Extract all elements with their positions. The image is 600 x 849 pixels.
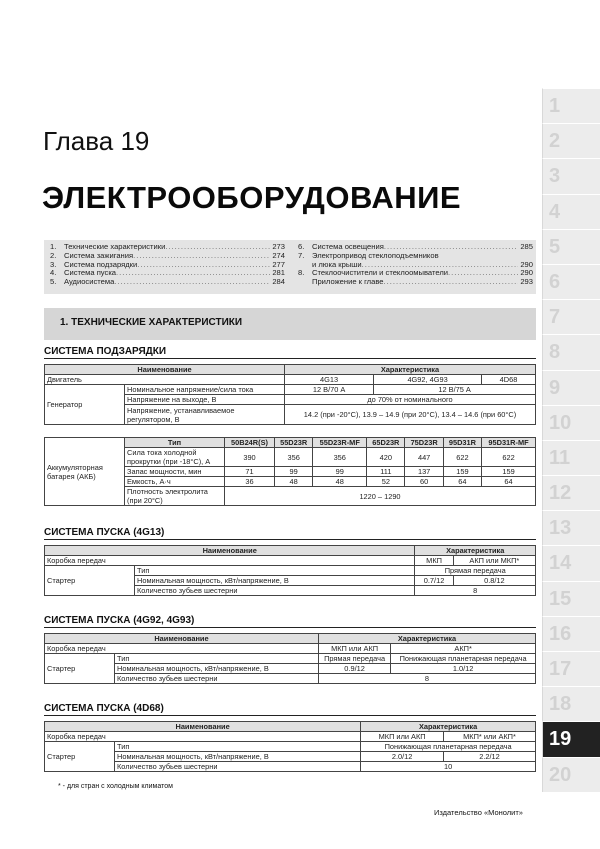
battery-value: 447 xyxy=(405,448,443,467)
table-header-cell: Наименование xyxy=(45,634,319,644)
chapter-tab-11[interactable]: 11 xyxy=(542,440,600,475)
battery-value: 159 xyxy=(443,467,481,477)
battery-value: 52 xyxy=(367,477,405,487)
toc-title: Система зажигания xyxy=(64,251,134,260)
footnote: * - для стран с холодным климатом xyxy=(58,783,173,790)
toc-number: 6. xyxy=(298,243,305,251)
battery-value: 64 xyxy=(482,477,536,487)
chapter-tab-8[interactable]: 8 xyxy=(542,334,600,369)
starter-table-4g92 xyxy=(44,633,536,684)
table-header-cell: Наименование xyxy=(45,546,415,556)
battery-value: 48 xyxy=(313,477,367,487)
chapter-tab-2[interactable]: 2 xyxy=(542,123,600,158)
toc-entry[interactable] xyxy=(298,243,533,252)
starter-table-4g13 xyxy=(44,545,536,596)
table-cell: Номинальное напряжение/сила тока xyxy=(125,385,285,395)
battery-value: 99 xyxy=(275,467,313,477)
toc-title: Приложение к главе xyxy=(312,278,384,287)
battery-value: 420 xyxy=(367,448,405,467)
battery-value: 390 xyxy=(225,448,275,467)
table-cell: Стартер xyxy=(45,742,115,772)
table-cell: АКП или МКП* xyxy=(453,556,535,566)
table-of-contents xyxy=(44,240,536,294)
table-cell: Тип xyxy=(115,742,361,752)
toc-number: 7. xyxy=(298,251,305,260)
table-cell: Понижающая планетарная передача xyxy=(361,742,536,752)
table-header-cell: Характеристика xyxy=(415,546,536,556)
table-cell: Номинальная мощность, кВт/напряжение, В xyxy=(115,664,319,674)
table-cell: 4G92, 4G93 xyxy=(374,375,482,385)
table-cell: Номинальная мощность, кВт/напряжение, В xyxy=(135,576,415,586)
battery-type: 75D23R xyxy=(405,438,443,448)
battery-value: 64 xyxy=(443,477,481,487)
toc-title: Технические характеристики xyxy=(64,243,166,251)
table-cell: 8 xyxy=(318,674,535,684)
toc-page: 285 xyxy=(520,243,533,251)
battery-value: 111 xyxy=(367,467,405,477)
toc-entry[interactable] xyxy=(298,278,533,287)
battery-value: 1220 – 1290 xyxy=(225,487,536,506)
starter-table-4d68 xyxy=(44,721,536,772)
chapter-tab-16[interactable]: 16 xyxy=(542,616,600,651)
table-cell: 10 xyxy=(361,762,536,772)
toc-entry[interactable] xyxy=(298,252,533,261)
battery-param: Сила тока холодной прокрутки (при -18°С), А xyxy=(125,448,225,467)
chapter-tab-10[interactable]: 10 xyxy=(542,405,600,440)
toc-title: Электропривод стеклоподъемников xyxy=(312,251,439,260)
chapter-tab-20[interactable]: 20 xyxy=(542,757,600,792)
chapter-tab-9[interactable]: 9 xyxy=(542,370,600,405)
header-char: Характеристика xyxy=(285,365,536,375)
toc-title: Система пуска xyxy=(64,269,117,278)
battery-value: 60 xyxy=(405,477,443,487)
table-cell: 4D68 xyxy=(481,375,535,385)
toc-entry[interactable] xyxy=(298,261,533,270)
table-cell: 0.9/12 xyxy=(318,664,390,674)
chapter-tab-6[interactable]: 6 xyxy=(542,264,600,299)
battery-value: 137 xyxy=(405,467,443,477)
table-cell: 12 В/75 А xyxy=(374,385,536,395)
chapter-tab-1[interactable]: 1 xyxy=(542,88,600,123)
generator-label: Генератор xyxy=(45,385,125,425)
table-cell: 1.0/12 xyxy=(391,664,536,674)
table-cell: Стартер xyxy=(45,654,115,684)
battery-value: 356 xyxy=(275,448,313,467)
table-cell: МКП или АКП xyxy=(361,732,444,742)
battery-value: 71 xyxy=(225,467,275,477)
toc-title: Система подзарядки xyxy=(64,260,138,269)
table-cell: Коробка передач xyxy=(45,732,361,742)
subsection-title: СИСТЕМА ПУСКА (4D68) xyxy=(44,703,536,716)
toc-page: 281 xyxy=(272,269,285,278)
toc-leader xyxy=(384,278,519,287)
chapter-tab-7[interactable]: 7 xyxy=(542,299,600,334)
toc-page: 293 xyxy=(520,278,533,287)
engine-label: Двигатель xyxy=(45,375,285,385)
table-header-cell: Наименование xyxy=(45,722,361,732)
toc-page: 273 xyxy=(272,243,285,251)
chapter-tab-19[interactable]: 19 xyxy=(542,721,600,756)
toc-leader xyxy=(384,243,519,252)
table-cell: МКП xyxy=(415,556,453,566)
chapter-tab-12[interactable]: 12 xyxy=(542,475,600,510)
toc-leader xyxy=(362,261,519,270)
toc-number: 1. xyxy=(50,243,57,251)
toc-leader xyxy=(114,278,270,287)
table-cell: Напряжение, устанавливаемое регулятором, В xyxy=(125,405,285,425)
toc-entry[interactable] xyxy=(50,269,285,278)
toc-number xyxy=(298,261,312,270)
battery-type: 95D31R xyxy=(443,438,481,448)
chapter-tab-13[interactable]: 13 xyxy=(542,510,600,545)
toc-title: Система освещения xyxy=(312,243,384,251)
table-cell: Стартер xyxy=(45,566,135,596)
battery-param: Емкость, А·ч xyxy=(125,477,225,487)
table-cell: Прямая передача xyxy=(415,566,536,576)
toc-number: 2. xyxy=(50,251,57,260)
table-cell: Количество зубьев шестерни xyxy=(115,762,361,772)
table-cell: 2.0/12 xyxy=(361,752,444,762)
toc-number: 8. xyxy=(298,269,305,278)
table-cell: Прямая передача xyxy=(318,654,390,664)
toc-page: 290 xyxy=(520,269,533,278)
table-cell: АКП* xyxy=(391,644,536,654)
battery-value: 36 xyxy=(225,477,275,487)
table-cell: Коробка передач xyxy=(45,556,415,566)
battery-value: 356 xyxy=(313,448,367,467)
header-name: Наименование xyxy=(45,365,285,375)
battery-label: Аккумуляторная батарея (АКБ) xyxy=(45,438,125,506)
toc-entry[interactable] xyxy=(50,243,285,252)
toc-leader xyxy=(116,269,270,278)
chapter-tab-4[interactable]: 4 xyxy=(542,194,600,229)
table-cell: 8 xyxy=(415,586,536,596)
subsection-title: СИСТЕМА ПУСКА (4G13) xyxy=(44,527,536,540)
chapter-tabs xyxy=(542,88,600,792)
battery-type: 50B24R(S) xyxy=(225,438,275,448)
chapter-tab-5[interactable]: 5 xyxy=(542,229,600,264)
chapter-tab-18[interactable]: 18 xyxy=(542,686,600,721)
toc-page: 277 xyxy=(272,260,285,269)
battery-value: 48 xyxy=(275,477,313,487)
battery-type: 55D23R-MF xyxy=(313,438,367,448)
chapter-tab-17[interactable]: 17 xyxy=(542,651,600,686)
toc-leader xyxy=(137,261,270,270)
table-cell: Понижающая планетарная передача xyxy=(391,654,536,664)
toc-entry[interactable] xyxy=(50,252,285,261)
toc-page: 290 xyxy=(520,260,533,269)
charging-table xyxy=(44,364,536,425)
table-cell: Количество зубьев шестерни xyxy=(135,586,415,596)
chapter-tab-14[interactable]: 14 xyxy=(542,545,600,580)
publisher: Издательство «Монолит» xyxy=(434,808,523,817)
battery-type: 95D31R-MF xyxy=(482,438,536,448)
battery-value: 622 xyxy=(443,448,481,467)
chapter-tab-15[interactable]: 15 xyxy=(542,581,600,616)
header-type: Тип xyxy=(125,438,225,448)
toc-leader xyxy=(165,243,270,252)
battery-table xyxy=(44,437,536,506)
table-header-cell: Характеристика xyxy=(361,722,536,732)
battery-type: 55D23R xyxy=(275,438,313,448)
table-cell: 2.2/12 xyxy=(444,752,536,762)
chapter-label: Глава 19 xyxy=(43,126,150,156)
toc-title: и люка крыши xyxy=(312,260,362,269)
toc-leader xyxy=(133,252,270,261)
table-cell: Напряжение на выходе, В xyxy=(125,395,285,405)
battery-type: 65D23R xyxy=(367,438,405,448)
toc-page: 274 xyxy=(272,251,285,260)
toc-entry[interactable] xyxy=(298,269,533,278)
battery-value: 159 xyxy=(482,467,536,477)
battery-param: Запас мощности, мин xyxy=(125,467,225,477)
table-header-cell: Характеристика xyxy=(318,634,535,644)
table-cell: Коробка передач xyxy=(45,644,319,654)
battery-value: 99 xyxy=(313,467,367,477)
table-cell: до 70% от номинального xyxy=(285,395,536,405)
table-cell: 4G13 xyxy=(285,375,374,385)
table-cell: Количество зубьев шестерни xyxy=(115,674,319,684)
toc-title: Стеклоочистители и стеклоомыватели xyxy=(312,269,449,278)
toc-number xyxy=(298,278,312,287)
chapter-tab-3[interactable]: 3 xyxy=(542,158,600,193)
subsection-title: СИСТЕМА ПУСКА (4G92, 4G93) xyxy=(44,615,536,628)
page-title: ЭЛЕКТРООБОРУДОВАНИЕ xyxy=(42,180,462,215)
toc-leader xyxy=(448,269,518,278)
toc-number: 5. xyxy=(50,278,57,287)
toc-number: 4. xyxy=(50,269,57,278)
table-cell: 14.2 (при -20°С), 13.9 – 14.9 (при 20°С), 13.4 – 14.6 (при 60°С) xyxy=(285,405,536,425)
toc-entry[interactable] xyxy=(50,278,285,287)
toc-page: 284 xyxy=(272,278,285,287)
table-cell: МКП или АКП xyxy=(318,644,390,654)
subsection-title: СИСТЕМА ПОДЗАРЯДКИ xyxy=(44,346,536,359)
battery-value: 622 xyxy=(482,448,536,467)
table-cell: Тип xyxy=(135,566,415,576)
table-cell: 0.7/12 xyxy=(415,576,453,586)
table-cell: 12 В/70 А xyxy=(285,385,374,395)
section-header: 1. ТЕХНИЧЕСКИЕ ХАРАКТЕРИСТИКИ xyxy=(44,308,536,340)
table-cell: Номинальная мощность, кВт/напряжение, В xyxy=(115,752,361,762)
toc-number: 3. xyxy=(50,260,57,269)
toc-title: Аудиосистема xyxy=(64,278,115,287)
toc-entry[interactable] xyxy=(50,261,285,270)
battery-param: Плотность электролита (при 20°С) xyxy=(125,487,225,506)
table-cell: 0.8/12 xyxy=(453,576,535,586)
table-cell: Тип xyxy=(115,654,319,664)
table-cell: МКП* или АКП* xyxy=(444,732,536,742)
